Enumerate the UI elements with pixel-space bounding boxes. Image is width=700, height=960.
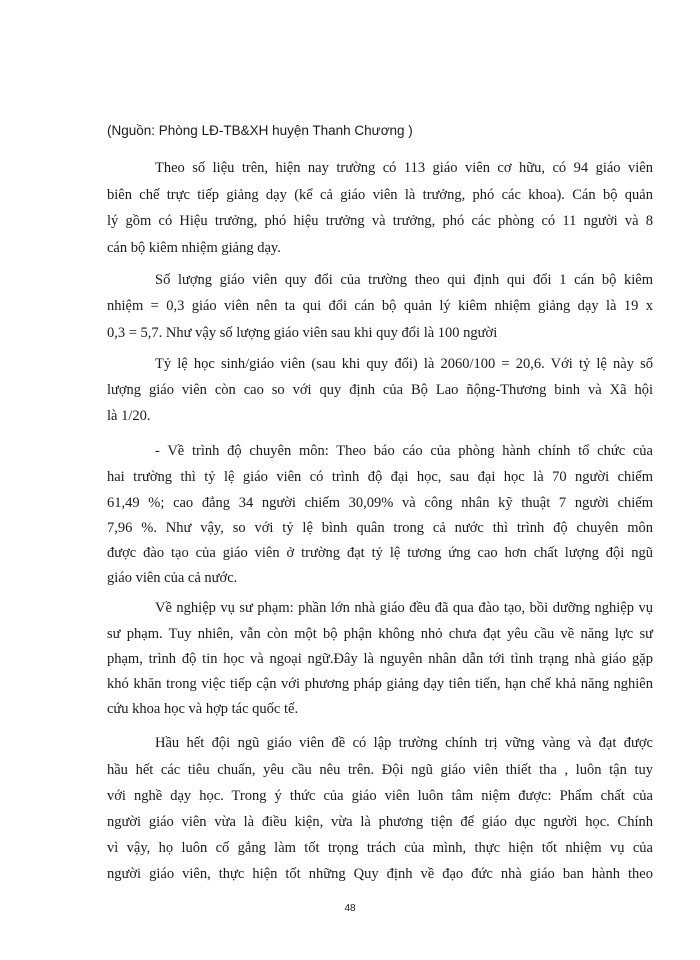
paragraph-4-line-3: 61,49 %; cao đẳng 34 người chiếm 30,09% và công nhân kỹ thuật 7 người chiếm <box>107 495 653 511</box>
paragraph-4-line-4: 7,96 %. Như vậy, so với tỷ lệ bình quân trong cả nước thì trình độ chuyên môn <box>107 520 653 536</box>
paragraph-5-line-1: Về nghiệp vụ sư phạm: phần lớn nhà giáo đều đã qua đào tạo, bồi dưỡng nghiệp vụ <box>155 600 653 616</box>
page-number: 48 <box>344 903 356 914</box>
paragraph-6-line-6: người giáo viên, thực hiện tốt những Quy định về đạo đức nhà giáo ban hành theo <box>107 866 653 882</box>
paragraph-2-line-1: Số lượng giáo viên quy đổi của trường theo qui định qui đổi 1 cán bộ kiêm <box>155 272 653 288</box>
paragraph-3-line-2: lượng giáo viên còn cao so với quy định của Bộ Lao ñộng-Thương binh và Xã hội <box>107 382 653 398</box>
paragraph-6-line-5: vì vậy, họ luôn cố gắng làm tốt trọng trách của mình, thực hiện tốt nhiệm vụ của <box>107 840 653 856</box>
paragraph-6-line-1: Hầu hết đội ngũ giáo viên đề có lập trường chính trị vững vàng và đạt được <box>155 735 653 751</box>
paragraph-4-line-5: được đào tạo của giáo viên ở trường đạt tỷ lệ tương ứng cao hơn chất lượng đội ngũ <box>107 545 653 561</box>
paragraph-6-line-3: với nghề dạy học. Trong ý thức của giáo viên luôn tâm niệm được: Phẩm chất của <box>107 788 653 804</box>
paragraph-2-line-2: nhiệm = 0,3 giáo viên nên ta qui đổi cán bộ quản lý kiêm nhiệm giảng dạy là 19 x <box>107 298 653 314</box>
paragraph-6-line-4: người giáo viên vừa là điều kiện, vừa là phương tiện để giáo dục người học. Chính <box>107 814 653 830</box>
paragraph-1-line-1: Theo số liệu trên, hiện nay trường có 113 giáo viên cơ hữu, có 94 giáo viên <box>155 160 653 176</box>
paragraph-6-line-2: hầu hết các tiêu chuẩn, yêu cầu nêu trên. Đội ngũ giáo viên thiết tha , luôn tận tuy <box>107 762 653 778</box>
paragraph-5-line-2: sư phạm. Tuy nhiên, vẫn còn một bộ phận không nhỏ chưa đạt yêu cầu về năng lực sư <box>107 626 653 642</box>
paragraph-4-line-2: hai trường thì tỷ lệ giáo viên có trình độ đại học, sau đại học là 70 người chiếm <box>107 469 653 485</box>
paragraph-1-line-4: cán bộ kiêm nhiệm giảng dạy. <box>107 240 281 256</box>
paragraph-1-line-3: lý gồm có Hiệu trưởng, phó hiệu trưởng và trưởng, phó các phòng có 11 người và 8 <box>107 213 653 229</box>
source-note: (Nguồn: Phòng LĐ-TB&XH huyện Thanh Chương ) <box>107 123 413 138</box>
paragraph-3-line-1: Tỷ lệ học sinh/giáo viên (sau khi quy đổi) là 2060/100 = 20,6. Với tỷ lệ này số <box>155 356 653 372</box>
paragraph-5-line-4: khó khăn trong việc tiếp cận với phương pháp giảng dạy tiên tiến, hạn chế khả năng nghiên <box>107 676 653 692</box>
paragraph-3-line-3: là 1/20. <box>107 408 151 424</box>
paragraph-4-line-1: - Về trình độ chuyên môn: Theo báo cáo của phòng hành chính tổ chức của <box>155 443 653 459</box>
paragraph-5-line-5: cứu khoa học và hợp tác quốc tế. <box>107 701 299 717</box>
paragraph-1-line-2: biên chế trực tiếp giảng dạy (kể cả giáo viên là trưởng, phó các khoa). Cán bộ quản <box>107 187 653 203</box>
paragraph-2-line-3: 0,3 = 5,7. Như vậy số lượng giáo viên sau khi quy đổi là 100 người <box>107 325 498 341</box>
paragraph-4-line-6: giáo viên của cả nước. <box>107 570 238 586</box>
paragraph-5-line-3: phạm, trình độ tin học và ngoại ngữ.Đây là nguyên nhân dẫn tới tình trạng nhà giáo gặp <box>107 651 653 667</box>
